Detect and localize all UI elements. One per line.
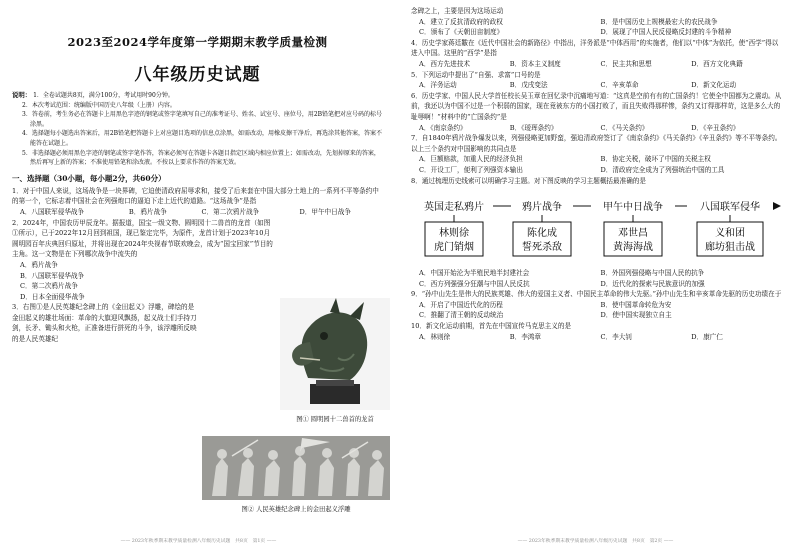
option: B．李鸿章	[509, 332, 541, 341]
option: D．使中国实现独立自主	[600, 311, 672, 320]
question-6-options	[411, 123, 782, 134]
option: C．李大钊	[600, 332, 632, 341]
option: B．鸦片战争	[128, 207, 167, 216]
figure-relief	[202, 436, 390, 516]
option: C．推翻了清王朝的反动统治	[419, 311, 504, 320]
option: C．开设工厂，便利了列强资本输出	[419, 165, 523, 174]
timeline-box-line: 虎门销烟	[434, 242, 474, 254]
option: A．八国联军侵华战争	[20, 207, 85, 216]
option: B．八国联军侵华战争	[20, 271, 85, 280]
option: D．展现了中国人民反侵略反封建的斗争精神	[600, 28, 732, 37]
question-3-options	[411, 17, 782, 38]
question-2: 2．2024年，中国农历甲辰龙年。据报道，国宝一级文物、圆明园十二兽首的龙首（如图①所示），已于2022年12月回到祖国，现已鉴定完毕，为原件，龙首计划于2023年10月圆明园百年庆典回归原址，并将出现在2024年央视春节联欢晚会，成为“国宝回家”节目的主角。这一文物是在下列哪次战争中流失的	[12, 218, 273, 259]
timeline-event-label: 英国走私鸦片	[424, 202, 484, 214]
option: B．是中国历史上规模最宏大的农民战争	[600, 17, 718, 26]
question-9: 9．“孙中山先生是伟大的民族英雄、伟大的爱国主义者、中国民主革命的伟大先驱。”孙中山先生和辛亥革命先驱的历史功绩在于	[411, 290, 782, 299]
question-9-options	[411, 300, 782, 321]
question-2-options	[12, 260, 383, 302]
question-1: 1．对于中国人来说，这场战争是一块界碑，它迫使清政府屈辱求和，接受了后来套在中国大部分土地上的一系列不平等条约中的第一个，它标志着中国社会在列强炮口的逼迫下走上近代的道路。“这场战争”是指	[12, 186, 379, 206]
option: D．《辛丑条约》	[691, 123, 740, 132]
timeline-event	[511, 197, 573, 215]
timeline-box	[513, 222, 571, 256]
option: A．洋务运动	[419, 81, 457, 90]
timeline-event-label: 甲午中日战争	[603, 202, 663, 214]
instruction-2: 2．本次考试范围：统编版中国历史八年级（上册）内容。	[22, 101, 176, 109]
option: D．康广仁	[691, 332, 723, 341]
instruction-4: 4．选择题每小题选出答案后，用2B铅笔把答题卡上对应题目选项的信息点涂黑，如需改动，用橡皮擦干净后，再选涂其他答案，答案不能答在试题上。	[22, 130, 383, 147]
question-8-options	[411, 268, 782, 289]
question-7-options	[411, 154, 782, 175]
timeline-box	[425, 222, 483, 256]
figure-dragon-head	[280, 298, 390, 428]
dragon-head-image	[280, 298, 390, 410]
option: D．西方文化典籍	[691, 59, 743, 68]
option: C．颁布了《天朝田亩制度》	[419, 28, 504, 37]
section-heading: 一、选择题（30小题，每小题2分，共60分）	[12, 173, 166, 183]
timeline-box-line: 邓世昌	[618, 228, 648, 240]
option: C．第二次鸦片战争	[201, 207, 260, 216]
question-4-options	[411, 59, 782, 70]
exam-header: 2023至2024学年度第一学期期末教学质量检测	[67, 35, 328, 49]
option: B．外国列强侵略与中国人民的抗争	[600, 269, 705, 278]
question-5: 5．下列运动中提出了“自强、求富”口号的是	[411, 70, 541, 79]
question-5-options	[411, 80, 782, 91]
right-page	[397, 0, 794, 550]
instruction-1: 1．全卷试题共8页，满分100分，考试用时90分钟。	[33, 92, 174, 99]
question-8: 8．通过梳理历史线索可以明确学习主题。对下图反映的学习主题概括最准确的是	[411, 176, 646, 185]
option: B．资本主义制度	[509, 59, 561, 68]
exam-title: 八年级历史试题	[134, 65, 261, 85]
option: A．西方先进技术	[419, 59, 470, 68]
option: C．《马关条约》	[600, 123, 649, 132]
instruction-5: 5．非选择题必须用黑色字迹的钢笔或签字笔作答，答案必须写在答题卡各题目指定区域内相应位置上；如需改动，先划掉原来的答案，然后再写上新的答案；不准使用铅笔和涂改液。不按以上要求作答的答案无效。	[22, 149, 380, 167]
option: D．新文化运动	[691, 81, 737, 90]
option: B．使中国革命转危为安	[600, 300, 672, 309]
option: A．鸦片战争	[20, 260, 58, 269]
question-3-continued: 念碑之上，主要是因为这场运动	[411, 7, 504, 15]
timeline-event-label: 鸦片战争	[522, 202, 562, 214]
question-7: 7．自1840年鸦片战争爆发以来，列强侵略更加野蛮，强迫清政府签订了《南京条约》《马关条约》《辛丑条约》等不平等条约。以上三个条约对中国影响的共同点是	[411, 134, 782, 153]
page-footer: —— 2023年秋季期末教学质量检测八年级历史试题 共8页 第2页 ——	[517, 539, 674, 544]
question-3: 3．右图①是人民英雄纪念碑上的《金田起义》浮雕，碑绘的是金田起义的雄壮场面：革命的大旗迎风飘扬，起义战士们手持刀剑，长矛、锄头和火枪，正准备进行拼死的斗争，该浮雕所反映的是人民英雄纪	[12, 303, 197, 344]
timeline-diagram	[411, 192, 781, 260]
option: D．近代化的探索与民族意识的加强	[600, 279, 705, 288]
figure-1-caption: 图① 圆明园十二兽首的龙首	[296, 416, 374, 423]
option: D．清政府完全成为了列强统治中国的工具	[600, 165, 725, 174]
option: A．《南京条约》	[419, 123, 467, 132]
timeline-box-line: 林则徐	[439, 228, 469, 240]
option: A．巨额赔款，加重人民的经济负担	[419, 155, 523, 164]
timeline-box-line: 陈化成	[527, 228, 557, 240]
timeline-event	[591, 197, 675, 215]
option: A．中国开始沦为半殖民地半封建社会	[419, 269, 530, 278]
timeline-box	[697, 222, 763, 256]
option: A．林则徐	[419, 332, 451, 341]
option: C．西方列强强分狂潮与中国人民反抗	[419, 279, 530, 288]
page-footer: —— 2023年秋季期末教学质量检测八年级历史试题 共8页 第1页 ——	[120, 539, 277, 544]
option: C．辛亥革命	[600, 81, 639, 90]
timeline-box-line: 义和团	[715, 228, 745, 240]
relief-image	[202, 436, 390, 500]
option: A．开启了中国近代化的历程	[419, 300, 503, 309]
instruction-3: 3．答卷前，考生务必在答题卡上用黑色字迹的钢笔或签字笔填写自己的准考证号、姓名、试室号、座位号，用2B铅笔把对应号码的标号涂黑。	[22, 111, 383, 128]
option: A．建立了反抗清政府的政权	[419, 17, 503, 26]
timeline-event-label: 八国联军侵华	[700, 202, 760, 214]
question-10-options	[411, 332, 782, 343]
option: C．民主共和思想	[600, 59, 652, 68]
option: B．协定关税，破坏了中国的关税主权	[600, 155, 711, 164]
option: C．第二次鸦片战争	[20, 282, 78, 291]
timeline-box-line: 黄海海战	[613, 242, 653, 254]
option: B．戊戌变法	[509, 81, 548, 90]
timeline-event	[687, 197, 773, 215]
question-10: 10．新文化运动前期，首先在中国宣传马克思主义的是	[411, 322, 572, 331]
instructions	[12, 91, 383, 168]
timeline-event	[415, 197, 493, 215]
timeline-box	[604, 222, 662, 256]
option: D．甲午中日战争	[299, 207, 351, 216]
option: B．《瑷珲条约》	[509, 123, 558, 132]
timeline-box-line: 誓死杀敌	[522, 242, 562, 254]
question-1-options	[12, 207, 383, 218]
figure-2-caption: 图② 人民英雄纪念碑上的金田起义浮雕	[241, 506, 351, 513]
option: D．日本全面侵华战争	[20, 292, 85, 301]
instructions-heading: 说明：	[12, 91, 32, 99]
question-6: 6．历史学家、中国人民大学首任校长吴玉章在回忆录中沉痛地写道：“这真是空前有有的亡国条约！它使全中国都为之震动。从前，我还以为中国不过是一个积弱的国家，现在竟被东方的小国打败了，而且失败得那样惨，条约又订得那样苛，这是多么大的耻辱啊！”材料中的“亡国条约”是	[411, 91, 782, 121]
question-4: 4．历史学家蒋廷黻在《近代中国社会的新路径》中指出，洋务派是“中体西用”的实施者，他们以“中体”为依托，使“西学”得以进入中国。这里的“西学”是指	[411, 38, 779, 58]
timeline-box-line: 廊坊狙击战	[705, 242, 755, 254]
